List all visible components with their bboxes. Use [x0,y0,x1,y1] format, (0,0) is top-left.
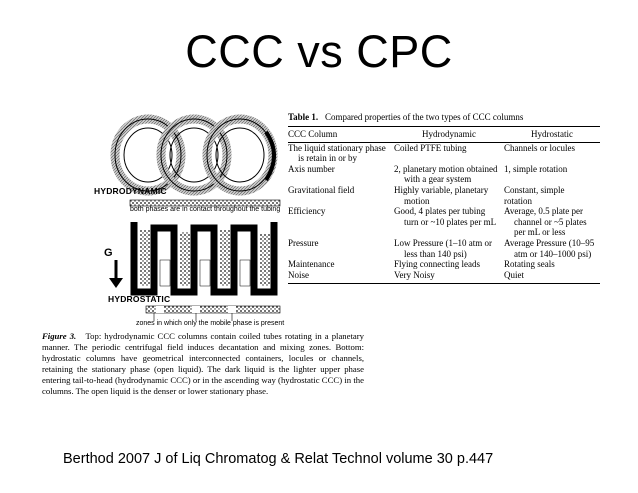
table-number: Table 1. [288,112,319,122]
figure-caption-text: Top: hydrodynamic CCC columns contain coiled tubes rotating in a planetary manner. The periodic centrifugal field induces decantation and mixing zones. Bottom: hydrostatic columns have geometrical interconnected containers, locules or channels, retaining the stationary phase (open liquid). The dark liquid is the lighter upper phase entering tail-to-head (hydrodynamic CCC) or in the ascending way (hydrostatic CCC) in the columns. The open liquid is the denser or lower stationary phase. [42,331,365,396]
cell-text: per mL or less [514,227,566,238]
cell-text: Pressure [288,237,319,248]
table-grid [288,127,600,142]
cell-text: Flying connecting leads [394,259,480,270]
cell-text: Constant, simple [504,184,565,195]
cell-text: rotation [504,195,532,206]
cell-text: Very Noisy [394,269,435,280]
cell-text: Quiet [504,269,524,280]
citation: Berthod 2007 J of Liq Chromatog & Relat Technol volume 30 p.447 [63,451,494,467]
header-cell: Hydrodynamic [422,129,476,139]
table-row [288,259,600,270]
table-row [288,206,600,238]
g-label: G [104,247,113,259]
table-title [288,112,600,122]
cell-text: channel or ~5 plates [514,216,587,227]
figure-caption-label: Figure 3. [42,331,77,341]
mobile-phase-strip [146,306,280,313]
cell-text: Efficiency [288,206,326,217]
cell-text: Rotating seals [504,259,555,270]
cell-text: Maintenance [288,259,335,270]
cell-text: 2, planetary motion obtained [394,163,498,174]
cell-text: less than 140 psi) [404,248,467,259]
cell-text: Gravitational field [288,184,355,195]
figure-illustration [96,110,286,332]
cell-text: Channels or locules [504,142,575,153]
table-row [288,238,600,259]
hydrostatic-strip-text: zones in which only the mobile phase is present [136,320,285,327]
cell-text: atm or 140–1000 psi) [514,248,592,259]
hydrodynamic-strip-text: both phases are in contact throughout the tubing [130,206,281,213]
cell-text: Average Pressure (10–95 [504,237,595,248]
table-body [288,143,600,284]
slide-title: CCC vs CPC [185,26,453,77]
figure-caption [42,331,364,396]
cell-text: turn or ~10 plates per mL [404,216,497,227]
gravity-arrow [109,260,123,288]
cell-text: The liquid stationary phase [288,142,386,153]
cell-text: Noise [288,269,309,280]
cell-text: Average, 0.5 plate per [504,206,584,217]
cell-text: motion [404,195,430,206]
table-row [288,185,600,206]
hydrodynamic-label: HYDRODYNAMIC [94,186,167,196]
table-row [288,143,600,164]
cell-text: is retain in or by [298,153,357,164]
cell-text: Coiled PTFE tubing [394,142,467,153]
cell-text: Highly variable, planetary [394,184,489,195]
cell-text: 1, simple rotation [504,163,568,174]
table-row [288,164,600,185]
properties-table [288,112,600,284]
cell-text: Axis number [288,163,335,174]
hydrostatic-channels [134,222,274,292]
hydrostatic-label: HYDROSTATIC [108,294,171,304]
cell-text: with a gear system [404,174,472,185]
table-row [288,270,600,284]
table-caption: Compared properties of the two types of CCC columns [324,112,524,122]
coil-rings [115,119,274,191]
cell-text: Good, 4 plates per tubing [394,206,486,217]
header-cell: Hydrostatic [531,129,573,139]
cell-text: Low Pressure (1–10 atm or [394,237,492,248]
header-cell: CCC Column [288,129,338,139]
table-header-row [288,127,600,142]
